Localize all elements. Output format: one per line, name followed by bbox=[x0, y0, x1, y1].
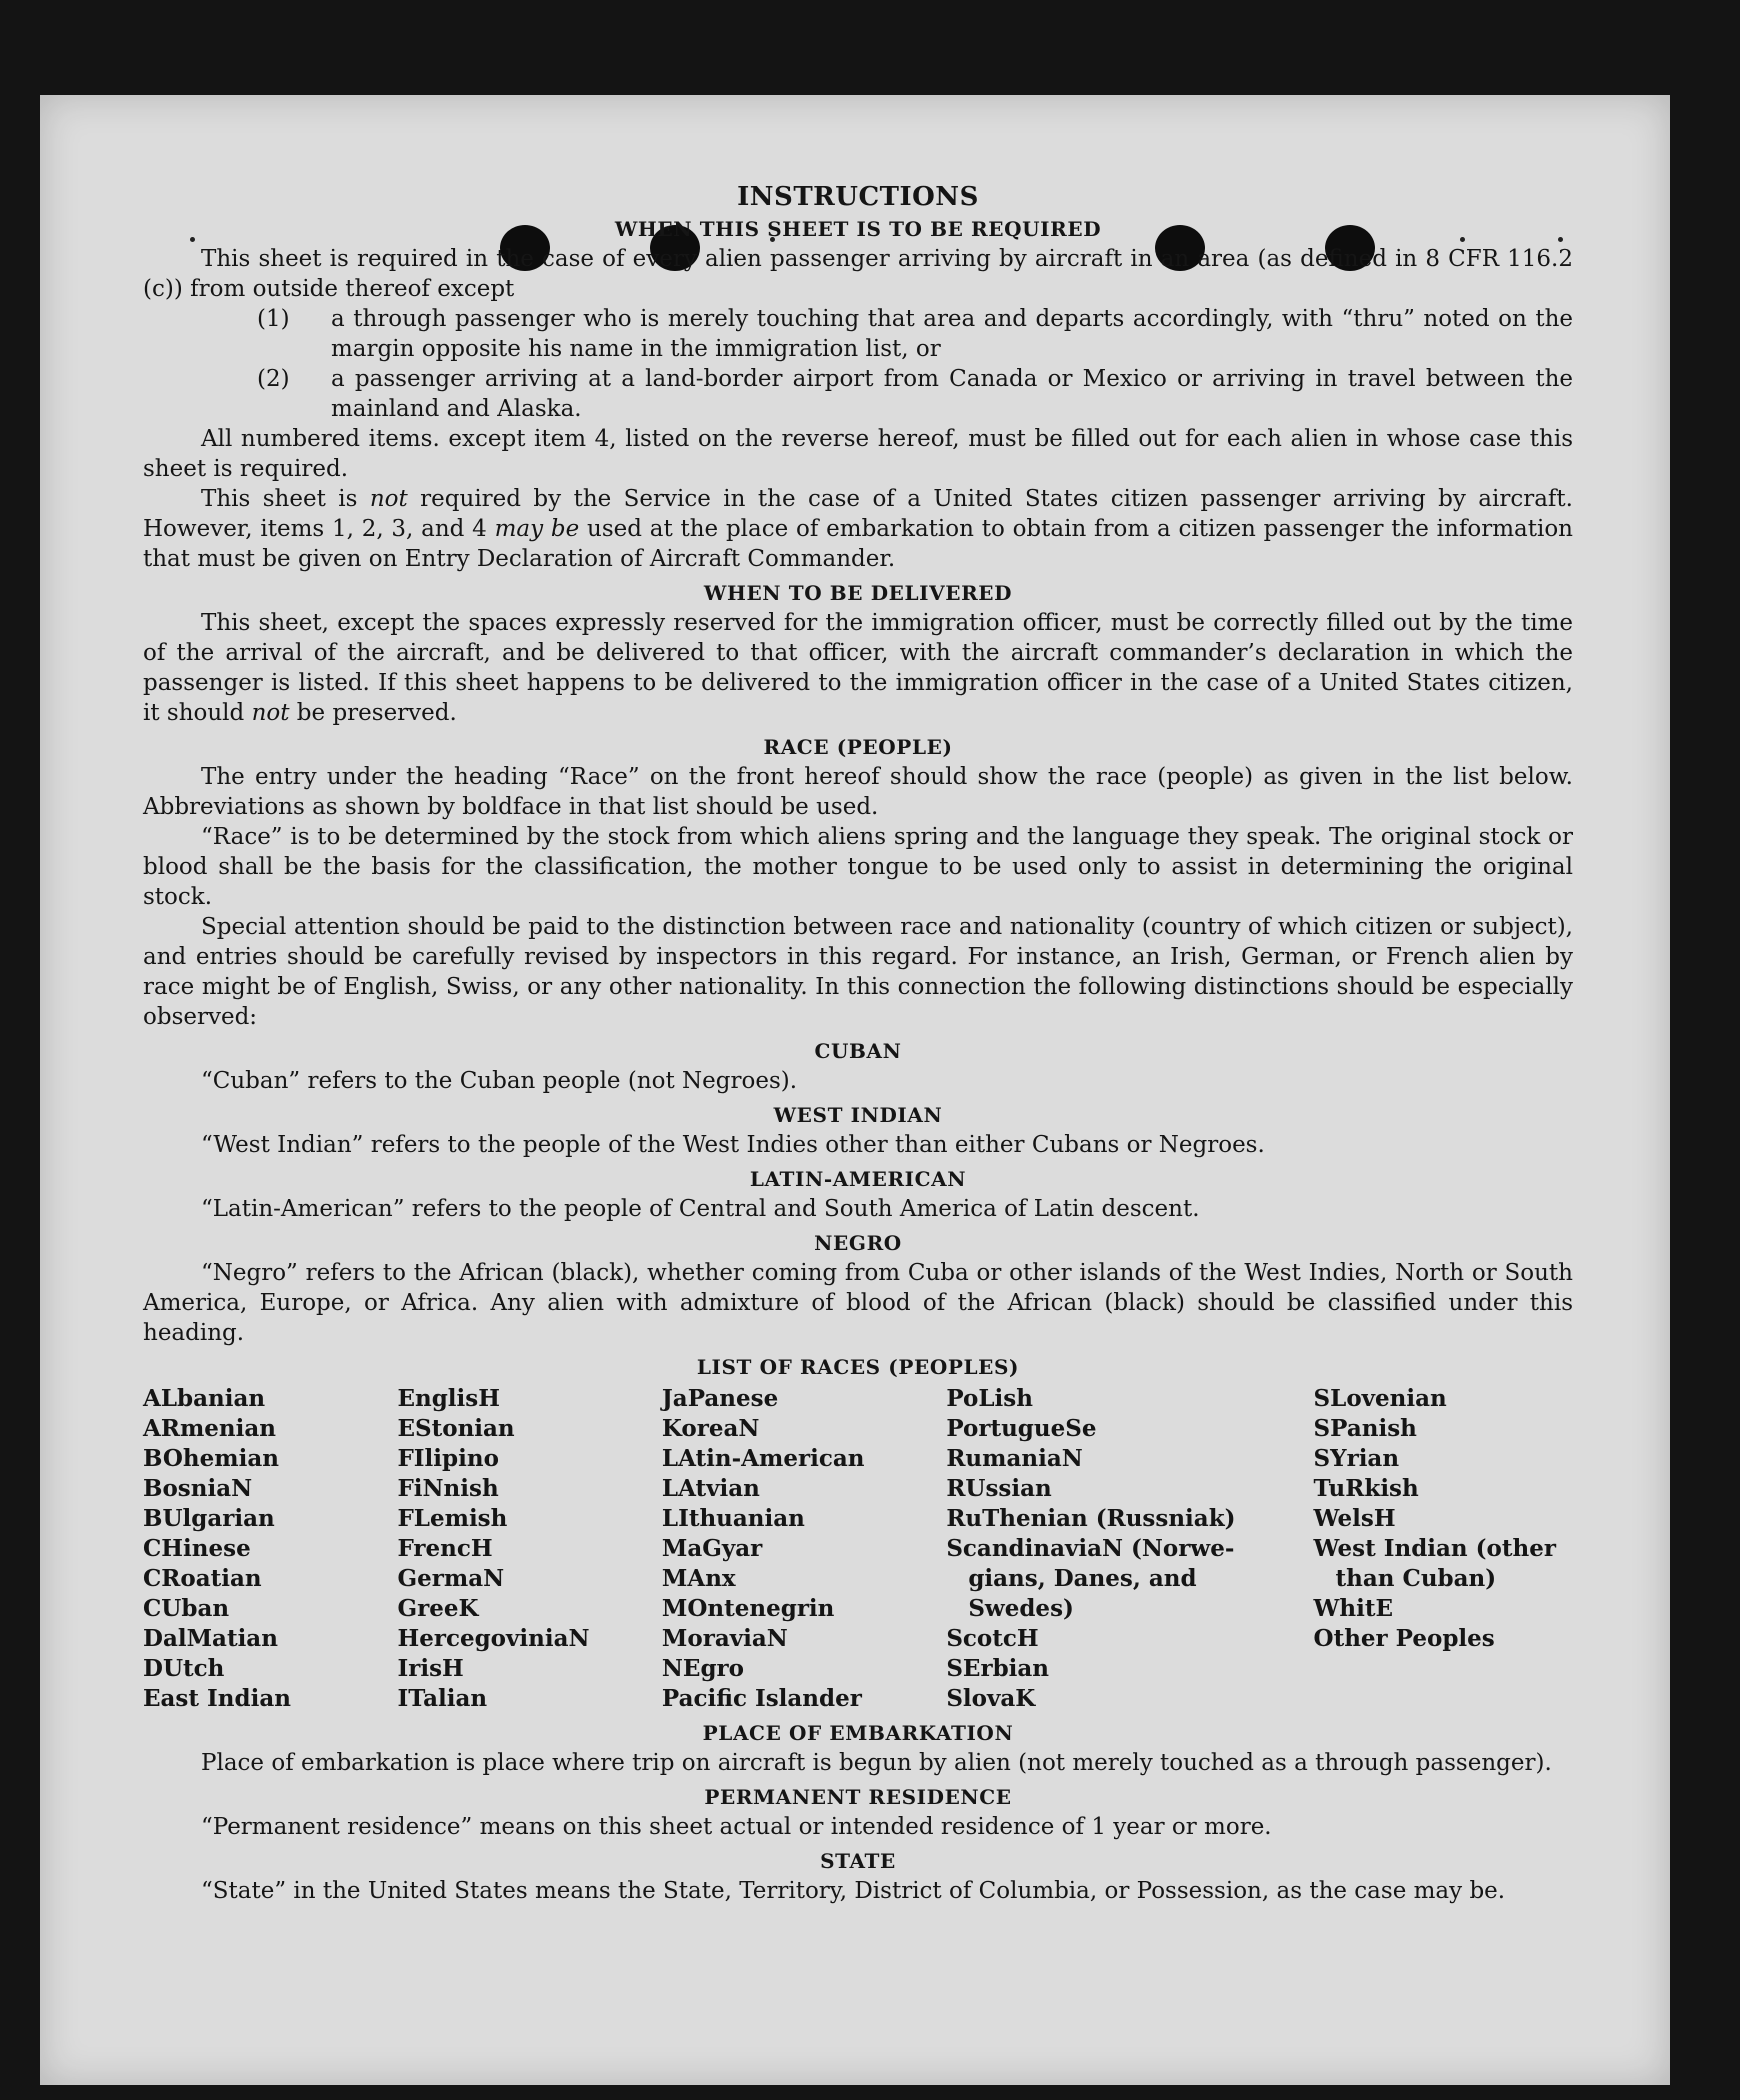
race-entry: MOntenegrin bbox=[661, 1595, 835, 1622]
race-entry: CRoatian bbox=[143, 1565, 262, 1592]
paragraph-west-indian: “West Indian” refers to the people of the West Indies other than either Cubans or Negroes. bbox=[201, 1132, 1265, 1158]
race-entry: DalMatian bbox=[143, 1625, 278, 1652]
race-entry: Other Peoples bbox=[1313, 1625, 1495, 1652]
race-entry: EnglisH bbox=[397, 1385, 500, 1412]
item-text: a through passenger who is merely touching that area and departs accordingly, with “thru” noted on the margin opposite his name in the immigration list, or bbox=[331, 306, 1573, 362]
paragraph-delivery: This sheet, except the spaces expressly reserved for the immigration officer, must be correctly filled out by the time of the arrival of the aircraft, and be delivered to that officer, with the aircraft commander’s declaration in which the passenger is listed. If this sheet happens to be delivered to the immigration officer in the case of a United States citizen, it should not be preserved. bbox=[143, 610, 1573, 726]
race-entry: GreeK bbox=[397, 1595, 479, 1622]
race-entry: BUlgarian bbox=[143, 1505, 275, 1532]
race-entry: CUban bbox=[143, 1595, 230, 1622]
race-entry: WelsH bbox=[1313, 1505, 1396, 1532]
race-entry-continued: Swedes) bbox=[968, 1595, 1074, 1622]
heading-list-of-races: LIST OF RACES (PEOPLES) bbox=[696, 1355, 1020, 1379]
races-column bbox=[397, 1384, 661, 1714]
race-entry: FLemish bbox=[397, 1505, 508, 1532]
race-entry: NEgro bbox=[661, 1655, 745, 1682]
race-entry: FIlipino bbox=[397, 1445, 499, 1472]
paragraph-negro: “Negro” refers to the African (black), whether coming from Cuba or other islands of the West Indies, North or South America, Europe, or Africa. Any alien with admixture of blood of the African (black) should be classified under this heading. bbox=[143, 1260, 1573, 1346]
race-entry: RuThenian (Russniak) bbox=[946, 1505, 1236, 1532]
item-text: a passenger arriving at a land-border airport from Canada or Mexico or arriving in travel between the mainland and Alaska. bbox=[331, 366, 1573, 422]
race-entry-continued: gians, Danes, and bbox=[968, 1565, 1197, 1592]
heading-permanent-residence: PERMANENT RESIDENCE bbox=[704, 1785, 1012, 1809]
race-entry-continued: than Cuban) bbox=[1335, 1565, 1497, 1592]
race-entry: ScotcH bbox=[946, 1625, 1039, 1652]
paragraph-state: “State” in the United States means the State, Territory, District of Columbia, or Possession, as the case may be. bbox=[201, 1878, 1506, 1904]
item-number: (1) bbox=[257, 306, 290, 332]
paragraph-citizen: This sheet is not required by the Service in the case of a United States citizen passenger arriving by aircraft. However, items 1, 2, 3, and 4 may be used at the place of embarkation to obtain from a citizen passenger the information that must be given on Entry Declaration of Aircraft Commander. bbox=[143, 486, 1573, 572]
race-entry: SYrian bbox=[1313, 1445, 1400, 1472]
race-entry: WhitE bbox=[1313, 1595, 1393, 1622]
race-entry: FrencH bbox=[397, 1535, 493, 1562]
race-entry: SErbian bbox=[946, 1655, 1050, 1682]
heading-west-indian: WEST INDIAN bbox=[773, 1103, 943, 1127]
heading-place-of-embarkation: PLACE OF EMBARKATION bbox=[702, 1721, 1014, 1745]
race-entry: West Indian (other bbox=[1313, 1535, 1556, 1562]
race-entry: JaPanese bbox=[661, 1385, 779, 1412]
race-entry: LAtin-American bbox=[661, 1445, 865, 1472]
race-entry: Pacific Islander bbox=[661, 1685, 862, 1712]
race-entry: ITalian bbox=[397, 1685, 488, 1712]
race-entry: KoreaN bbox=[661, 1415, 760, 1442]
paragraph-race-nationality: Special attention should be paid to the distinction between race and nationality (country of which citizen or subject), and entries should be carefully revised by inspectors in this regard. For instance, an Irish, German, or French alien by race might be of English, Swiss, or any other nationality. In this connection the following distinctions should be especially observed: bbox=[143, 914, 1573, 1030]
race-entry: DUtch bbox=[143, 1655, 225, 1682]
race-entry: FiNnish bbox=[397, 1475, 499, 1502]
heading-latin-american: LATIN-AMERICAN bbox=[749, 1167, 967, 1191]
paragraph-cuban: “Cuban” refers to the Cuban people (not Negroes). bbox=[201, 1068, 798, 1094]
exception-item bbox=[143, 304, 1573, 364]
race-entry: SlovaK bbox=[946, 1685, 1036, 1712]
race-entry: HercegoviniaN bbox=[397, 1625, 590, 1652]
paragraph-embarkation: Place of embarkation is place where trip on aircraft is begun by alien (not merely touched as a through passenger). bbox=[201, 1750, 1552, 1776]
paragraph-numbered-items: All numbered items. except item 4, listed on the reverse hereof, must be filled out for each alien in whose case this sheet is required. bbox=[143, 426, 1573, 482]
heading-when-delivered: WHEN TO BE DELIVERED bbox=[703, 581, 1013, 605]
race-entry: RumaniaN bbox=[946, 1445, 1083, 1472]
race-entry: MaGyar bbox=[661, 1535, 763, 1562]
race-entry: ARmenian bbox=[143, 1415, 277, 1442]
race-entry: MAnx bbox=[661, 1565, 736, 1592]
heading-cuban: CUBAN bbox=[814, 1039, 902, 1063]
race-entry: East Indian bbox=[143, 1685, 291, 1712]
heading-negro: NEGRO bbox=[814, 1231, 902, 1255]
race-entry: ALbanian bbox=[143, 1385, 266, 1412]
races-column bbox=[662, 1384, 946, 1714]
races-list bbox=[143, 1384, 1573, 1714]
paragraph-residence: “Permanent residence” means on this sheet actual or intended residence of 1 year or more. bbox=[201, 1814, 1272, 1840]
race-entry: EStonian bbox=[397, 1415, 515, 1442]
race-entry: CHinese bbox=[143, 1535, 251, 1562]
race-entry: IrisH bbox=[397, 1655, 464, 1682]
race-entry: SPanish bbox=[1313, 1415, 1417, 1442]
exception-item bbox=[143, 364, 1573, 424]
race-entry: ScandinaviaN (Norwe- bbox=[946, 1535, 1235, 1562]
paragraph-latin-american: “Latin-American” refers to the people of Central and South America of Latin descent. bbox=[201, 1196, 1200, 1222]
heading-when-required: WHEN THIS SHEET IS TO BE REQUIRED bbox=[614, 217, 1102, 241]
race-entry: TuRkish bbox=[1313, 1475, 1419, 1502]
heading-race: RACE (PEOPLE) bbox=[763, 735, 953, 759]
paragraph-race-stock: “Race” is to be determined by the stock from which aliens spring and the language they speak. The original stock or blood shall be the basis for the classification, the mother tongue to be used only to assist in determining the original stock. bbox=[143, 824, 1573, 910]
race-entry: PortugueSe bbox=[946, 1415, 1097, 1442]
page-title: INSTRUCTIONS bbox=[737, 182, 979, 212]
heading-state: STATE bbox=[820, 1849, 896, 1873]
paragraph-required-intro: This sheet is required in the case of every alien passenger arriving by aircraft in an area (as defined in 8 CFR 116.2 (c)) from outside thereof except bbox=[143, 246, 1573, 302]
race-entry: MoraviaN bbox=[661, 1625, 788, 1652]
race-entry: SLovenian bbox=[1313, 1385, 1447, 1412]
race-entry: GermaN bbox=[397, 1565, 505, 1592]
race-entry: BOhemian bbox=[143, 1445, 279, 1472]
race-entry: BosniaN bbox=[143, 1475, 253, 1502]
races-column bbox=[143, 1384, 397, 1714]
races-column bbox=[946, 1384, 1313, 1714]
race-entry: LIthuanian bbox=[661, 1505, 805, 1532]
race-entry: PoLish bbox=[946, 1385, 1033, 1412]
race-entry: LAtvian bbox=[661, 1475, 760, 1502]
instructions-body bbox=[143, 180, 1573, 1906]
item-number: (2) bbox=[257, 366, 290, 392]
paragraph-race-entry: The entry under the heading “Race” on the front hereof should show the race (people) as given in the list below. Abbreviations as shown by boldface in that list should be used. bbox=[143, 764, 1573, 820]
races-column bbox=[1314, 1384, 1573, 1714]
race-entry: RUssian bbox=[946, 1475, 1052, 1502]
